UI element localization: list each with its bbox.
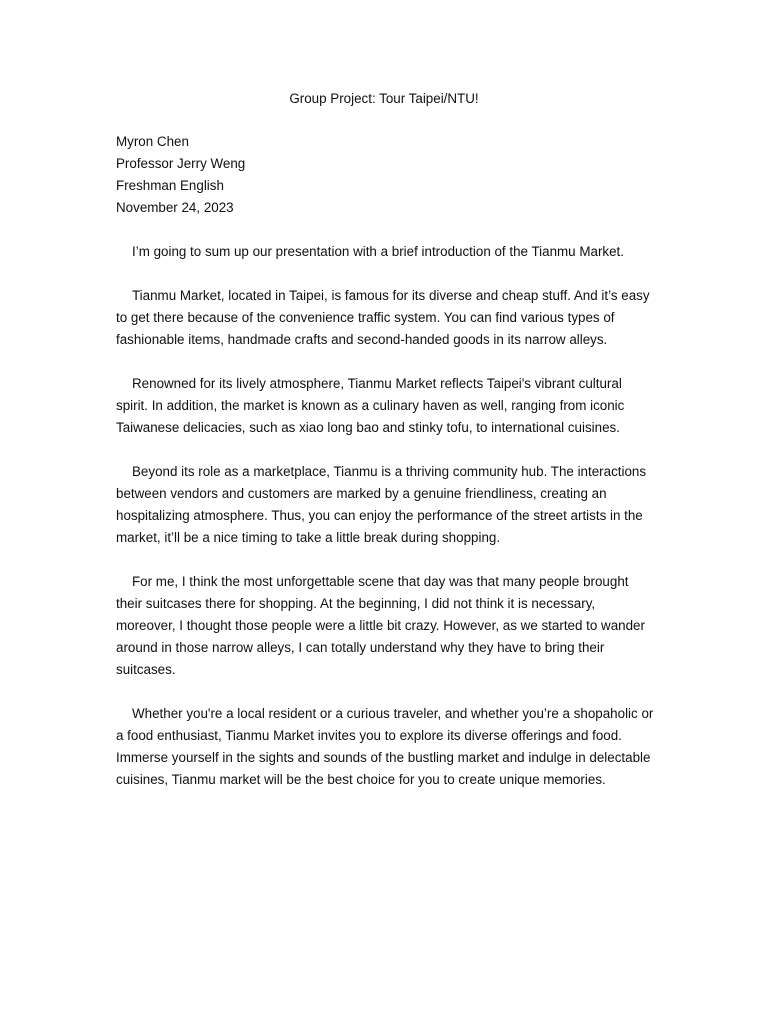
paragraph-location: Tianmu Market, located in Taipei, is famous for its diverse and cheap stuff. And it’s easy to get there because of the convenience traffic system. You can find various types of fashionable items, handmade crafts and second-handed goods in its narrow alleys.	[116, 288, 650, 347]
paragraph-personal: For me, I think the most unforgettable scene that day was that many people brought their suitcases there for shopping. At the beginning, I did not think it is necessary, moreover, I thought those people were a little bit crazy. However, as we started to wander around in those narrow alleys, I can totally understand why they have to bring their suitcases.	[116, 574, 645, 677]
paragraph-atmosphere: Renowned for its lively atmosphere, Tianmu Market reflects Taipei's vibrant cultural spirit. In addition, the market is known as a culinary haven as well, ranging from iconic Taiwanese delicacies, such as xiao long bao and stinky tofu, to international cuisines.	[116, 376, 625, 435]
document-title: Group Project: Tour Taipei/NTU!	[289, 91, 479, 106]
author-name: Myron Chen	[116, 134, 189, 149]
document-date: November 24, 2023	[116, 200, 234, 215]
document-header	[116, 131, 676, 219]
paragraph-community: Beyond its role as a marketplace, Tianmu is a thriving community hub. The interactions between vendors and customers are marked by a genuine friendliness, creating an hospitalizing atmosphere. Thus, you can enjoy the performance of the street artists in the market, it’ll be a nice timing to take a little break during shopping.	[116, 464, 647, 545]
course-name: Freshman English	[116, 178, 224, 193]
professor-name: Professor Jerry Weng	[116, 156, 246, 171]
paragraph-intro: I’m going to sum up our presentation with a brief introduction of the Tianmu Market.	[132, 244, 624, 259]
paragraph-conclusion: Whether you're a local resident or a curious traveler, and whether you’re a shopaholic or a food enthusiast, Tianmu Market invites you to explore its diverse offerings and food. Immerse yourself in the sights and sounds of the bustling market and indulge in delectable cuisines, Tianmu market will be the best choice for you to create unique memories.	[116, 706, 654, 787]
document-body	[116, 241, 656, 813]
